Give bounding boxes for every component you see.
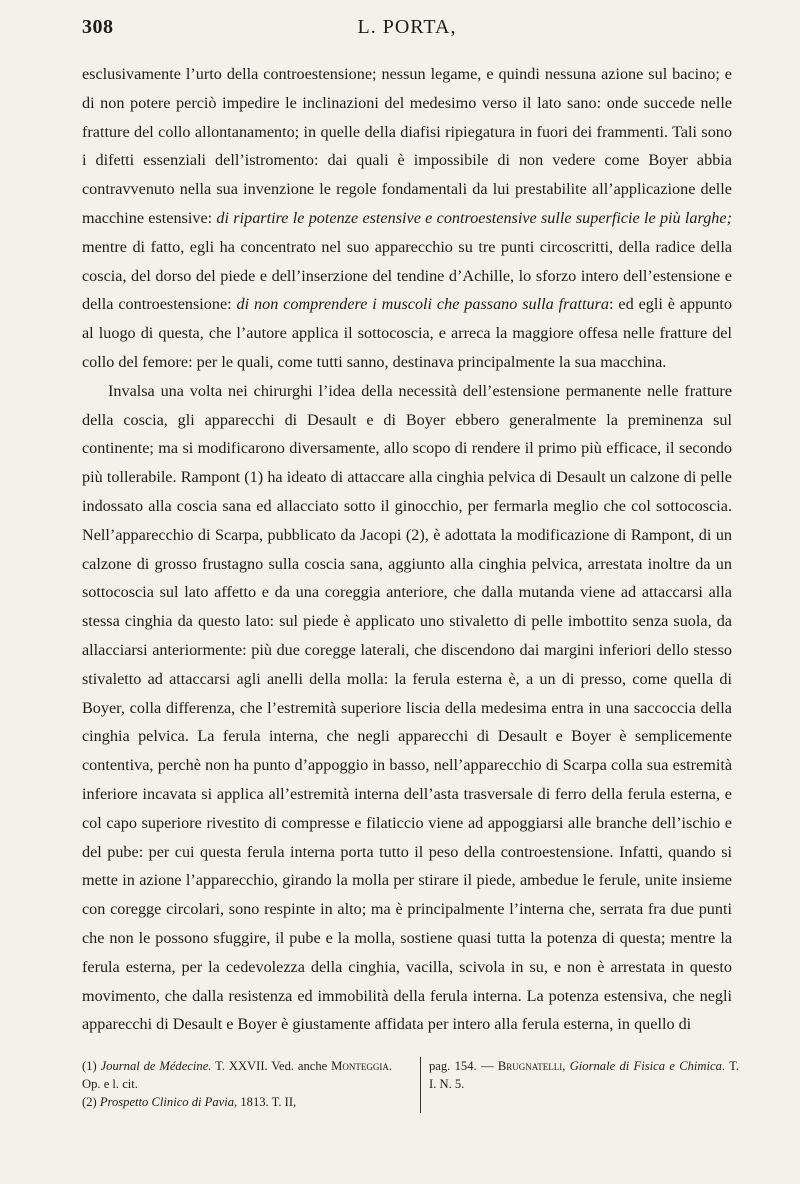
footnotes-right-column (420, 1057, 739, 1113)
italic-text: di non comprendere i muscoli che passano sulla frattura (236, 295, 610, 314)
footnote-text: pag. 154. — (429, 1059, 498, 1073)
footnote (82, 1057, 392, 1093)
footnote-text: Giornale di Fisica e Chimica (569, 1059, 722, 1073)
footnote (429, 1057, 739, 1093)
italic-text: di ripartire le potenze estensive e controestensive sulle superficie le più larghe; (216, 208, 732, 227)
text-run: esclusivamente l’urto della controestensione; nessun legame, e quindi nessuna azione sul bacino; e di non potere perciò impedire le inclinazioni del medesimo verso il lato sano: onde succede nelle fratture del collo allontanamento; in quelle della diafisi ripiegatura in fuori dei frammenti. Tali sono i difetti essenziali dell’istromento: dai quali è impossibile di non vedere come Boyer abbia contravvenuto nella sua invenzione le regole fondamentali da lui prestabilite all’applicazione delle macchine estensive: (82, 65, 732, 227)
footnote-text: , 1813. T. II, (234, 1095, 297, 1109)
footnote-text: Brugnatelli (497, 1059, 563, 1073)
paragraph (82, 377, 732, 1039)
footnote-text: , (562, 1059, 570, 1073)
footnote-text: . T. I. N. 5. (429, 1059, 740, 1091)
text-run: Invalsa una volta nei chirurghi l’idea della necessità dell’estensione permanente nelle fratture della coscia, gli apparecchi di Desault e di Boyer ebbero generalmente la preminenza sul continente; ma si modificarono diversamente, allo scopo di rendere il primo più efficace, il secondo più tollerabile. Rampont (1) ha ideato di attaccare alla cinghia pelvica di Desault un calzone di pelle indossato alla coscia sana ed allacciato sotto il ginocchio, per fermarla meglio che col sottocoscia. Nell’apparecchio di Scarpa, pubblicato da Jacopi (2), è adottata la modificazione di Rampont, di un calzone di grosso frustagno sulla coscia sana, aggiunto alla cinghia pelvica, arrestata inoltre da un sottocoscia sul lato affetto e da una coreggia anteriore, che dalla mutanda viene ad attaccarsi alla stessa cinghia da questo lato: sul piede è applicato uno stivaletto di pelle imbottito senza suola, da allacciarsi anteriormente: più due coregge laterali, che discendono dai margini inferiori dello stesso stivaletto ad attaccarsi agli anelli della molla: la ferula esterna è, a un di presso, come quella di Boyer, colla differenza, che l’estremità superiore liscia della medesima entra in una saccoccia della cinghia pelvica. La ferula interna, che negli apparecchi di Desault e Boyer è semplicemente contentiva, perchè non ha punto d’appoggio in basso, nell’apparecchio di Scarpa colla sua estremità inferiore incavata si applica all’estremità interna dell’asta trasversale di ferro della ferula esterna, e col capo superiore rivestito di compresse e filaticcio viene ad appoggiarsi alle branche dell’ischio e del pube: per cui questa ferula interna porta tutto il peso della controestensione. Infatti, quando si mette in azione l’apparecchio, girando la molla per stirare il piede, ambedue le ferule, unite insieme con coregge circolari, sono respinte in alto; ma è principalmente l’interna che, serrata fra due punti che non le possono sfuggire, il pube e la molla, sostiene quasi tutta la potenza di questa; mentre la ferula esterna, per la cedevolezza della cinghia, vacilla, scivola in su, e non è arrestata in questo movimento, che dalla resistenza ed immobilità della ferula interna. La potenza estensiva, che negli apparecchi di Desault e Boyer è giustamente affidata per intero alla ferula esterna, in quello di (82, 381, 732, 1034)
footnote-text: Journal de Médecine. (100, 1059, 212, 1073)
page-number: 308 (82, 16, 114, 38)
text-run: : ed egli è appunto al luogo di questa, che l’autore applica il sottocoscia, e arreca la maggiore offesa nelle fratture del collo del femore: per le quali, come tutti sanno, destinava principalmente la sua macchina. (82, 295, 732, 371)
footnote (82, 1093, 392, 1111)
footnote-text: Prospetto Clinico di Pavia (99, 1095, 235, 1109)
footnote-text: Monteggia (331, 1059, 389, 1073)
paragraph (82, 60, 732, 377)
text-run: mentre di fatto, egli ha concentrato nel suo apparecchio su tre punti circoscritti, della radice della coscia, del dorso del piede e dell’inserzione del tendine d’Achille, lo sforzo intero dell’estensione e della controestensione: (82, 237, 732, 314)
footnote-text: (1) (82, 1059, 101, 1073)
body-text (82, 60, 732, 1039)
footnotes-left-column (82, 1057, 392, 1111)
running-head: L. PORTA, (357, 16, 457, 38)
footnote-text: . Op. e l. cit. (82, 1059, 392, 1091)
page-header (82, 8, 732, 42)
footnotes (82, 1057, 740, 1127)
footnote-text: T. XXVII. Ved. anche (211, 1059, 332, 1073)
footnote-text: (2) (82, 1095, 100, 1109)
